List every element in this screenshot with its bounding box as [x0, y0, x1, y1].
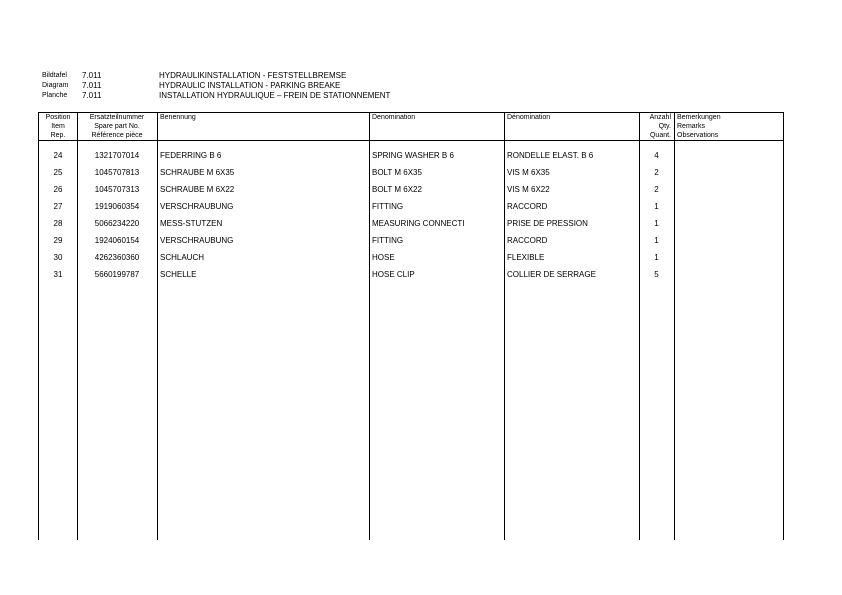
table-row — [39, 270, 783, 280]
cell-quantity: 4 — [654, 151, 659, 160]
col-header-line: Observations — [677, 132, 719, 139]
col-header-qty — [639, 113, 671, 140]
cell-quantity: 1 — [654, 236, 659, 245]
cell-part-number: 4262360360 — [94, 253, 140, 262]
col-header-line: Spare part No. — [94, 123, 140, 130]
cell-denomination-de: SCHLAUCH — [160, 253, 205, 262]
col-header-de — [160, 113, 196, 122]
cell-denomination-en: BOLT M 6X35 — [372, 168, 422, 177]
col-header-remarks — [677, 113, 721, 140]
cell-part-number: 1919060354 — [94, 202, 140, 211]
cell-part-number: 1924060154 — [94, 236, 140, 245]
cell-denomination-fr: FLEXIBLE — [507, 253, 545, 262]
header-label: Bildtafel — [42, 72, 67, 79]
col-header-line: Qty. — [658, 123, 671, 130]
parts-table — [38, 112, 784, 540]
cell-position: 27 — [53, 202, 63, 211]
cell-part-number: 5066234220 — [94, 219, 140, 228]
cell-position: 26 — [53, 185, 63, 194]
table-row — [39, 253, 783, 263]
col-header-line: Position — [45, 114, 71, 121]
col-header-line: Item — [51, 123, 65, 130]
cell-quantity: 2 — [654, 185, 659, 194]
cell-quantity: 1 — [654, 202, 659, 211]
header-title: INSTALLATION HYDRAULIQUE – FREIN DE STATIONNEMENT — [159, 91, 391, 100]
cell-denomination-fr: RACCORD — [507, 236, 548, 245]
cell-position: 30 — [53, 253, 63, 262]
col-header-line: Ersatzteilnummer — [89, 114, 145, 121]
cell-denomination-fr: COLLIER DE SERRAGE — [507, 270, 596, 279]
col-header-line: Denomination — [372, 114, 416, 121]
header-title: HYDRAULIKINSTALLATION - FESTSTELLBREMSE — [159, 71, 347, 80]
cell-denomination-en: FITTING — [372, 236, 404, 245]
cell-quantity: 2 — [654, 168, 659, 177]
col-header-line: Benennung — [160, 114, 196, 121]
table-row — [39, 202, 783, 212]
col-header-fr — [507, 113, 550, 122]
cell-denomination-de: FEDERRING B 6 — [160, 151, 222, 160]
cell-quantity: 1 — [654, 219, 659, 228]
cell-position: 29 — [53, 236, 63, 245]
header-row-en — [42, 81, 542, 91]
table-row — [39, 236, 783, 246]
col-header-line: Quant. — [649, 132, 671, 139]
cell-part-number: 1045707313 — [94, 185, 140, 194]
col-header-position — [39, 113, 77, 140]
cell-denomination-fr: VIS M 6X35 — [507, 168, 550, 177]
cell-denomination-de: VERSCHRAUBUNG — [160, 236, 234, 245]
cell-denomination-fr: PRISE DE PRESSION — [507, 219, 588, 228]
cell-position: 31 — [53, 270, 63, 279]
table-row — [39, 219, 783, 229]
table-row — [39, 168, 783, 178]
header-title: HYDRAULIC INSTALLATION - PARKING BREAKE — [159, 81, 341, 90]
cell-denomination-en: MEASURING CONNECTI — [372, 219, 465, 228]
col-header-line: Anzahl — [649, 114, 671, 121]
header-number: 7.011 — [82, 91, 102, 100]
header-label: Planche — [42, 92, 68, 99]
col-header-line: Rep. — [50, 132, 66, 139]
col-header-partno — [77, 113, 157, 140]
cell-denomination-de: SCHELLE — [160, 270, 197, 279]
cell-position: 28 — [53, 219, 63, 228]
cell-denomination-fr: RACCORD — [507, 202, 548, 211]
header-number: 7.011 — [82, 71, 102, 80]
cell-part-number: 5660199787 — [94, 270, 140, 279]
cell-denomination-de: SCHRAUBE M 6X35 — [160, 168, 235, 177]
cell-denomination-en: HOSE CLIP — [372, 270, 415, 279]
cell-denomination-de: SCHRAUBE M 6X22 — [160, 185, 235, 194]
cell-denomination-fr: RONDELLE ELAST. B 6 — [507, 151, 594, 160]
col-header-en — [372, 113, 415, 122]
table-row — [39, 151, 783, 161]
cell-denomination-de: VERSCHRAUBUNG — [160, 202, 234, 211]
cell-denomination-en: HOSE — [372, 253, 395, 262]
cell-quantity: 5 — [654, 270, 659, 279]
diagram-header — [42, 71, 542, 101]
col-header-line: Remarks — [677, 123, 706, 130]
cell-position: 25 — [53, 168, 63, 177]
col-header-line: Bemerkungen — [677, 114, 721, 121]
header-row-de — [42, 71, 542, 81]
cell-denomination-en: FITTING — [372, 202, 404, 211]
cell-denomination-de: MESS-STUTZEN — [160, 219, 223, 228]
col-header-line: Référence pièce — [91, 132, 143, 139]
header-number: 7.011 — [82, 81, 102, 90]
table-row — [39, 185, 783, 195]
cell-part-number: 1321707014 — [94, 151, 140, 160]
header-divider — [39, 140, 783, 141]
cell-quantity: 1 — [654, 253, 659, 262]
header-label: Diagram — [42, 82, 69, 89]
col-header-line: Dénomination — [507, 114, 551, 121]
cell-position: 24 — [53, 151, 63, 160]
cell-denomination-en: BOLT M 6X22 — [372, 185, 422, 194]
cell-denomination-fr: VIS M 6X22 — [507, 185, 550, 194]
cell-denomination-en: SPRING WASHER B 6 — [372, 151, 454, 160]
cell-part-number: 1045707813 — [94, 168, 140, 177]
header-row-fr — [42, 91, 542, 101]
